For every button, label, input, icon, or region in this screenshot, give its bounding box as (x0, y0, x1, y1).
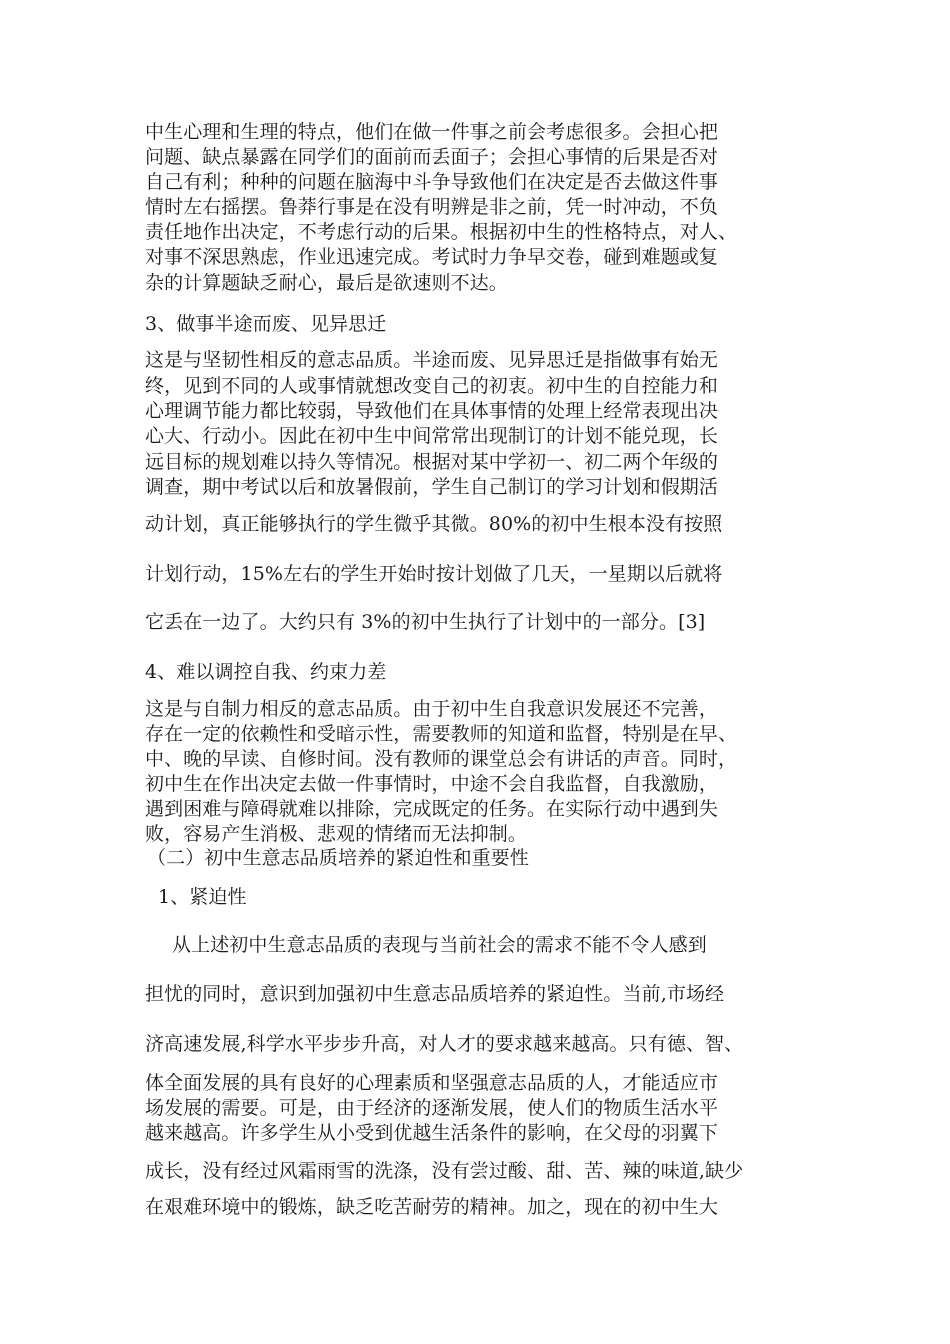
text-line: 动计划，真正能够执行的学生微乎其微。80%的初中生根本没有按照 (145, 513, 723, 535)
text-line: 自己有利；种种的问题在脑海中斗争导致他们在决定是否去做这件事 (145, 171, 719, 193)
text-line: 场发展的需要。可是，由于经济的逐渐发展，使人们的物质生活水平 (145, 1097, 719, 1119)
subsection-heading: （二）初中生意志品质培养的紧迫性和重要性 (147, 847, 530, 869)
text-line: 对事不深思熟虑，作业迅速完成。考试时力争早交卷，碰到难题或复 (145, 246, 719, 268)
text-line: 它丢在一边了。大约只有 3%的初中生执行了计划中的一部分。[3] (145, 611, 706, 633)
text-line: 这是与坚韧性相反的意志品质。半途而废、见异思迁是指做事有始无 (145, 349, 719, 371)
text-line: 杂的计算题缺乏耐心，最后是欲速则不达。 (145, 272, 508, 294)
text-line: 问题、缺点暴露在同学们的面前而丢面子；会担心事情的后果是否对 (145, 146, 719, 168)
text-line: 中、晚的早读、自修时间。没有教师的课堂总会有讲话的声音。同时， (145, 748, 738, 770)
text-line: 体全面发展的具有良好的心理素质和坚强意志品质的人，才能适应市 (145, 1072, 719, 1094)
text-line: 越来越高。许多学生从小受到优越生活条件的影响，在父母的羽翼下 (145, 1122, 719, 1144)
subsection-heading-1: 1、紧迫性 (158, 886, 247, 908)
text-line: 济高速发展,科学水平步步升高，对人才的要求越来越高。只有德、智、 (145, 1033, 744, 1055)
text-line: 在艰难环境中的锻炼，缺乏吃苦耐劳的精神。加之，现在的初中生大 (145, 1196, 719, 1218)
text-line: 情时左右摇摆。鲁莽行事是在没有明辨是非之前，凭一时冲动，不负 (145, 196, 719, 218)
text-line: 中生心理和生理的特点，他们在做一件事之前会考虑很多。会担心把 (145, 121, 719, 143)
text-line: 心大、行动小。因此在初中生中间常常出现制订的计划不能兑现，长 (145, 425, 719, 447)
text-line: 终，见到不同的人或事情就想改变自己的初衷。初中生的自控能力和 (145, 375, 719, 397)
text-line: 存在一定的依赖性和受暗示性，需要教师的知道和监督，特别是在早、 (145, 723, 738, 745)
text-line: 从上述初中生意志品质的表现与当前社会的需求不能不令人感到 (172, 934, 707, 956)
text-line: 遇到困难与障碍就难以排除，完成既定的任务。在实际行动中遇到失 (145, 798, 719, 820)
text-line: 计划行动，15%左右的学生开始时按计划做了几天，一星期以后就将 (145, 563, 723, 585)
text-line: 成长，没有经过风霜雨雪的洗涤，没有尝过酸、甜、苦、辣的味道,缺少 (145, 1160, 744, 1182)
text-line: 败，容易产生消极、悲观的情绪而无法抑制。 (145, 823, 528, 845)
text-line: 这是与自制力相反的意志品质。由于初中生自我意识发展还不完善， (145, 698, 719, 720)
text-line: 担忧的同时，意识到加强初中生意志品质培养的紧迫性。当前,市场经 (145, 983, 725, 1005)
text-line: 责任地作出决定，不考虑行动的后果。根据初中生的性格特点，对人、 (145, 221, 738, 243)
section-heading-4: 4、难以调控自我、约束力差 (145, 661, 387, 683)
text-line: 心理调节能力都比较弱，导致他们在具体事情的处理上经常表现出决 (145, 400, 719, 422)
section-heading-3: 3、做事半途而废、见异思迁 (145, 313, 387, 335)
text-line: 初中生在作出决定去做一件事情时，中途不会自我监督，自我激励， (145, 773, 719, 795)
text-line: 远目标的规划难以持久等情况。根据对某中学初一、初二两个年级的 (145, 451, 719, 473)
text-line: 调查，期中考试以后和放暑假前，学生自己制订的学习计划和假期活 (145, 476, 719, 498)
